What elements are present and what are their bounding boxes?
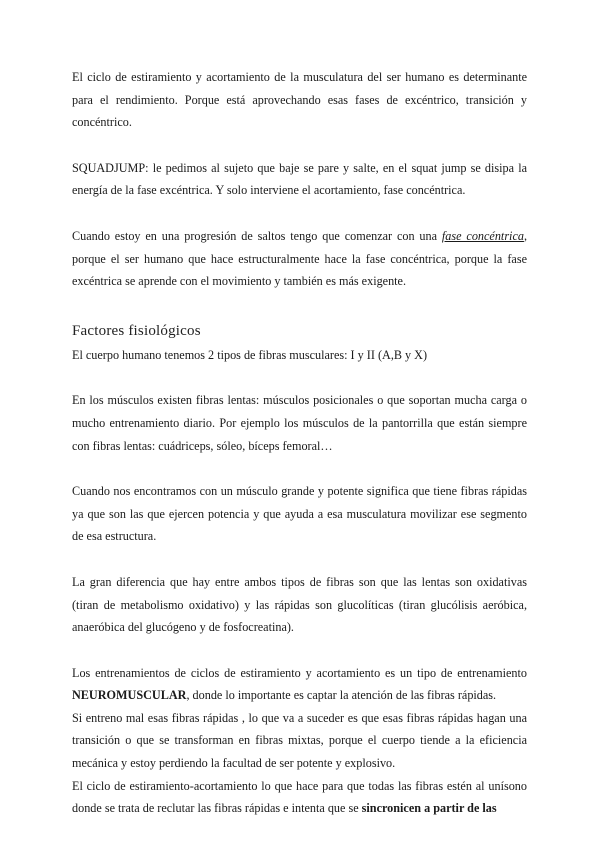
paragraph-gap <box>72 293 527 316</box>
paragraph-slow-fibers: En los músculos existen fibras lentas: músculos posicionales o que soportan mucha carga o mucho entrenamiento diario. Por ejemplo los músculos de la pantorrilla que están siempre con fibras lentas: cuádriceps, sóleo, bíceps femoral… <box>72 393 527 453</box>
bold-text: sincronicen a partir de las <box>361 801 497 816</box>
text-run: El ciclo de estiramiento-acortamiento lo que hace para que todas las fibras estén al unísono donde se trata de reclutar las fibras rápidas e intenta que se <box>72 778 527 816</box>
paragraph-gap <box>72 134 527 157</box>
paragraph-gap <box>72 639 527 662</box>
paragraph-squat-jump: SQUADJUMP: le pedimos al sujeto que baje se pare y salte, en el squat jump se disipa la energía de la fase excéntrica. Y solo interviene el acortamiento, fase concéntrica. <box>72 160 527 198</box>
paragraph-gap <box>72 457 527 480</box>
text-run: Cuando estoy en una progresión de saltos tengo que comenzar con una <box>72 228 442 243</box>
document-body <box>72 66 527 820</box>
bold-text: NEUROMUSCULAR <box>72 688 187 703</box>
text-run: Los entrenamientos de ciclos de estiramiento y acortamiento es un tipo de entrenamiento <box>72 665 527 680</box>
concentric-phase-link[interactable]: fase concéntrica <box>441 228 524 243</box>
paragraph-synchronization <box>72 775 527 820</box>
paragraph-bad-training: Si entreno mal esas fibras rápidas , lo que va a suceder es que esas fibras rápidas hagan una transición o que se transforman en fibras mixtas, porque el cuerpo tiende a la eficiencia mecánica y estoy perdiendo la facultad de ser potente y explosivo. <box>72 710 527 771</box>
paragraph-gap <box>72 548 527 571</box>
paragraph-stretch-shortening: El ciclo de estiramiento y acortamiento de la musculatura del ser humano es determinante para el rendimiento. Porque está aprovechando esas fases de excéntrico, transición y concéntrico. <box>72 70 527 130</box>
paragraph-neuromuscular <box>72 662 527 707</box>
section-heading: Factores fisiológicos <box>72 322 201 339</box>
paragraph-gap <box>72 202 527 225</box>
text-run: , donde lo importante es captar la atención de las fibras rápidas. <box>186 688 497 703</box>
paragraph-jump-progression <box>72 225 527 293</box>
paragraph-fast-fibers: Cuando nos encontramos con un músculo grande y potente significa que tiene fibras rápidas ya que son las que ejercen potencia y que ayuda a esa musculatura movilizar ese segmento de esa estructura. <box>72 484 527 544</box>
paragraph-fiber-difference: La gran diferencia que hay entre ambos tipos de fibras son que las lentas son oxidativas (tiran de metabolismo oxidativo) y las rápidas son glucolíticas (tiran glucólisis aeróbica, anaeróbica del glucógeno y de fosfocreatina). <box>72 574 527 635</box>
paragraph-fiber-types: El cuerpo humano tenemos 2 tipos de fibras musculares: I y II (A,B y X) <box>72 347 428 362</box>
paragraph-gap <box>72 366 527 389</box>
text-run: , porque el ser humano que hace estructuralmente hace la fase concéntrica, porque la fase excéntrica se aprende con el movimiento y también es más exigente. <box>72 228 527 289</box>
